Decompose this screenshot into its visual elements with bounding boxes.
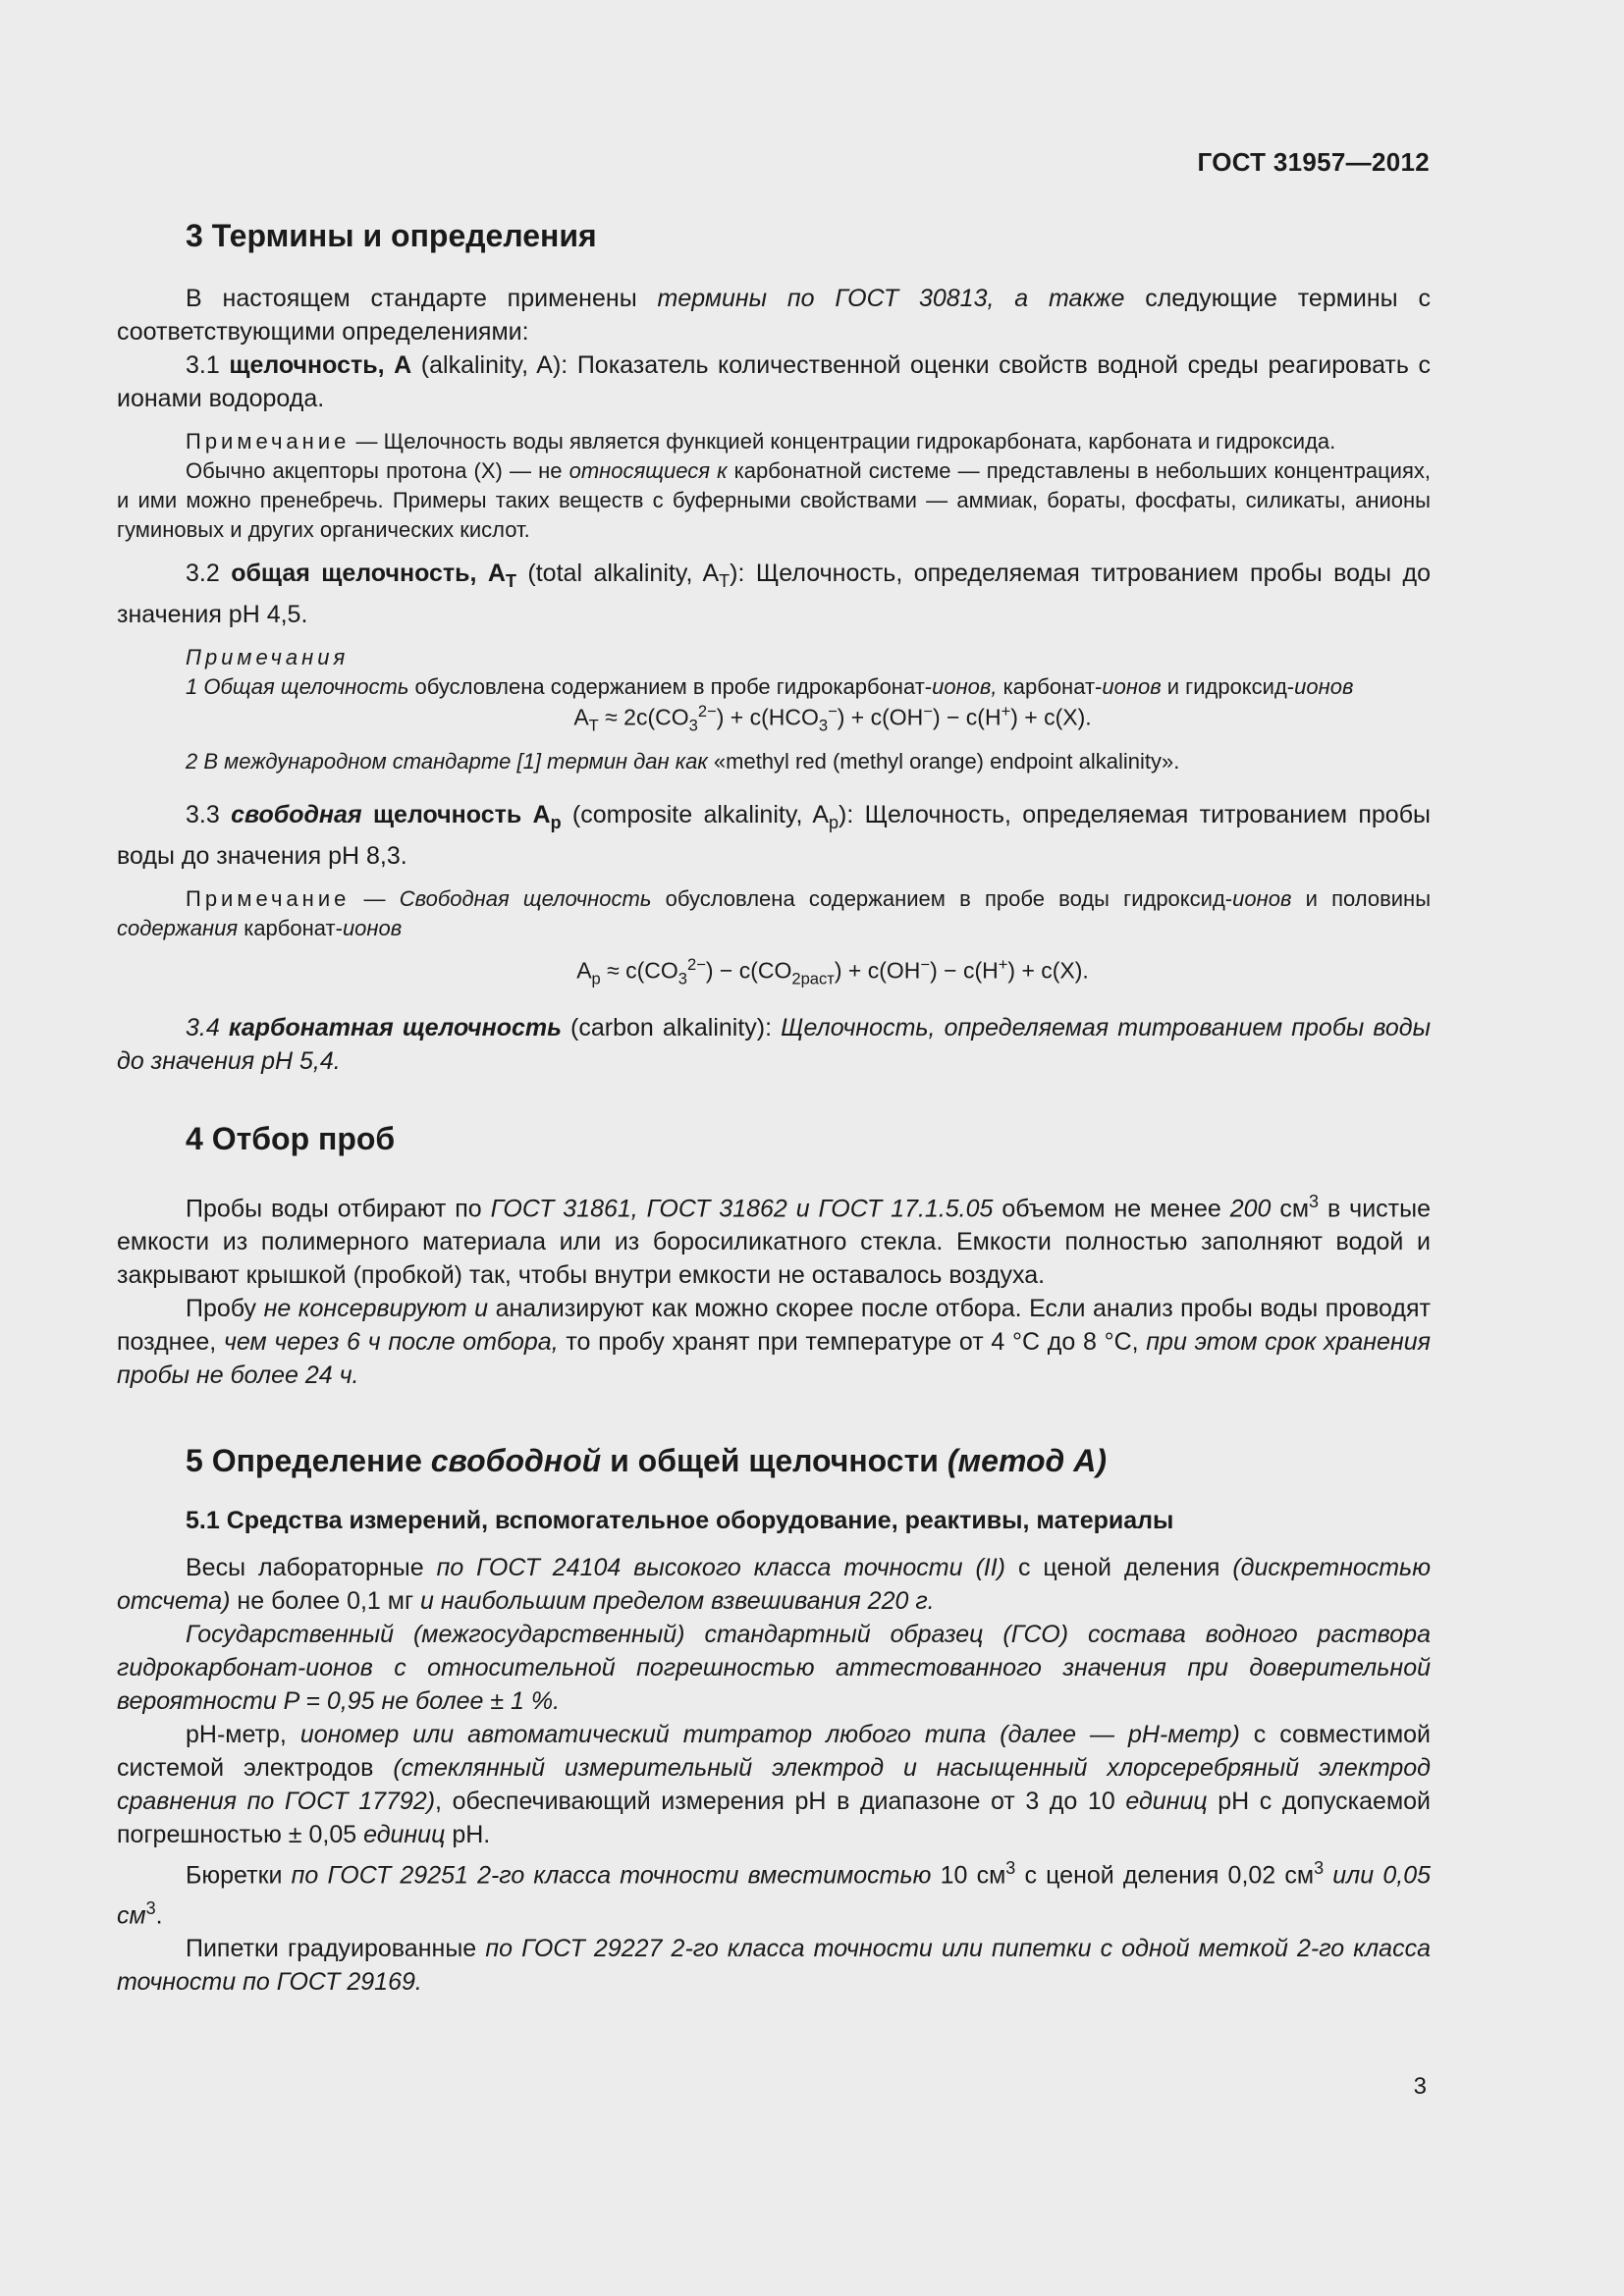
s5-para-ph-meter: pH-метр, иономер или автоматический титратор любого типа (далее — pH-метр) с совместимой системой электродов (стеклянный измерительный электрод и насыщенный хлорсеребряный электрод сравнения по ГОСТ 17792), обеспечивающий измерения pH в диапазоне от 3 до 10 единиц pH с допускаемой погрешностью ± 0,05 единиц pH. [117,1720,1432,1848]
term-3-2: 3.2 общая щелочность, $A_T$ (total alkalinity, $A_T$): Щелочность, определяемая титрованием пробы воды до значения pH 4,5. [117,560,1431,628]
page-content [117,218,1431,1999]
s3-intro: В настоящем стандарте применены термины по ГОСТ 30813, а также следующие термины с соответствующими определениями: [117,285,1431,346]
term-3-1: 3.1 щелочность, А (alkalinity, A): Показатель количественной оценки свойств водной среды реагировать с ионами водорода. [117,351,1431,412]
document-header: ГОСТ 31957—2012 [1197,147,1430,177]
s4-para-2: Пробу не консервируют и анализируют как можно скорее после отбора. Если анализ пробы воды проводят позднее, чем через 6 ч после отбора, то пробу хранят при температуре от 4 °С до 8 °С, при этом срок хранения пробы не более 24 ч. [117,1294,1431,1389]
formula-composite-alkalinity: $A_p \approx c(CO_3^{2-}) - c(CO_{2раст}) + c(OH^-) - c(H^+) + c(X)$. [576,955,1089,988]
s5-para-scales: Весы лабораторные по ГОСТ 24104 высокого класса точности (II) с ценой деления (дискретностью отсчета) не более 0,1 мг и наибольшим пределом взвешивания 220 г. [117,1553,1431,1615]
s5-para-pipettes: Пипетки градуированные по ГОСТ 29227 2-го класса точности или пипетки с одной меткой 2-го класса точности по ГОСТ 29169. [117,1935,1431,1997]
page-number: 3 [1413,2073,1427,2100]
note-3-3: Примечание — Свободная щелочность обусловлена содержанием в пробе воды гидроксид-ионов и половины содержания карбонат-ионов $A_p \approx c(CO_3^{2-}) - c(CO_{2раст}) + c(OH^-) - c(H^+) + c(X)$. [117,886,1432,988]
note-3-2: Примечания 1 Общая щелочность обусловлена содержанием в пробе гидрокарбонат-ионов, карбонат-ионов и гидроксид-ионов $A_T \approx 2c(CO_3^{2-}) + c(HCO_3^-) + c(OH^-) - c(H^+) + c(X)$. 2 В международном стандарте [1] термин дан как «methyl red (methyl orange) endpoint alkalinity». [117,643,1431,776]
section-4-title: 4 Отбор проб [186,1120,396,1156]
section-3-title: 3 Термины и определения [186,218,597,253]
s4-para-1: Пробы воды отбирают по ГОСТ 31861, ГОСТ 31862 и ГОСТ 17.1.5.05 объемом не менее 200 $см^3$ в чистые емкости из полимерного материала или из боросиликатного стекла. Емкости полностью заполняют водой и закрывают крышкой (пробкой) так, чтобы внутри емкости не оставалось воздуха. [117,1191,1431,1289]
section-5-title: 5 Определение свободной и общей щелочности (метод А) [186,1442,1107,1478]
s5-para-burettes: Бюретки по ГОСТ 29251 2-го класса точности вместимостью 10 $см^3$ с ценой деления 0,02 $см^3$ или 0,05 $см^3$. [117,1857,1431,1930]
s5-para-reference-sample: Государственный (межгосударственный) стандартный образец (ГСО) состава водного раствора гидрокарбонат-ионов с относительной погрешностью аттестованного значения при доверительной вероятности P = 0,95 не более ± 1 %. [117,1620,1431,1715]
formula-total-alkalinity: $A_T \approx 2c(CO_3^{2-}) + c(HCO_3^-) + c(OH^-) - c(H^+) + c(X)$. [573,702,1092,735]
subsection-5-1-title: 5.1 Средства измерений, вспомогательное оборудование, реактивы, материалы [186,1506,1174,1534]
note-3-1: Примечание — Щелочность воды является функцией концентрации гидрокарбоната, карбоната и гидроксида. Обычно акцепторы протона (X) — не относящиеся к карбонатной системе — представлены в небольших концентрациях, и ими можно пренебречь. Примеры таких веществ с буферными свойствами — аммиак, бораты, фосфаты, силикаты, анионы гуминовых и других органических кислот. [117,429,1431,542]
term-3-4: 3.4 карбонатная щелочность (carbon alkalinity): Щелочность, определяемая титрованием пробы воды до значения pH 5,4. [117,1013,1431,1075]
term-3-3: 3.3 свободная щелочность $A_p$ (composite alkalinity, $A_p$): Щелочность, определяемая титрованием пробы воды до значения pH 8,3. [117,801,1432,871]
